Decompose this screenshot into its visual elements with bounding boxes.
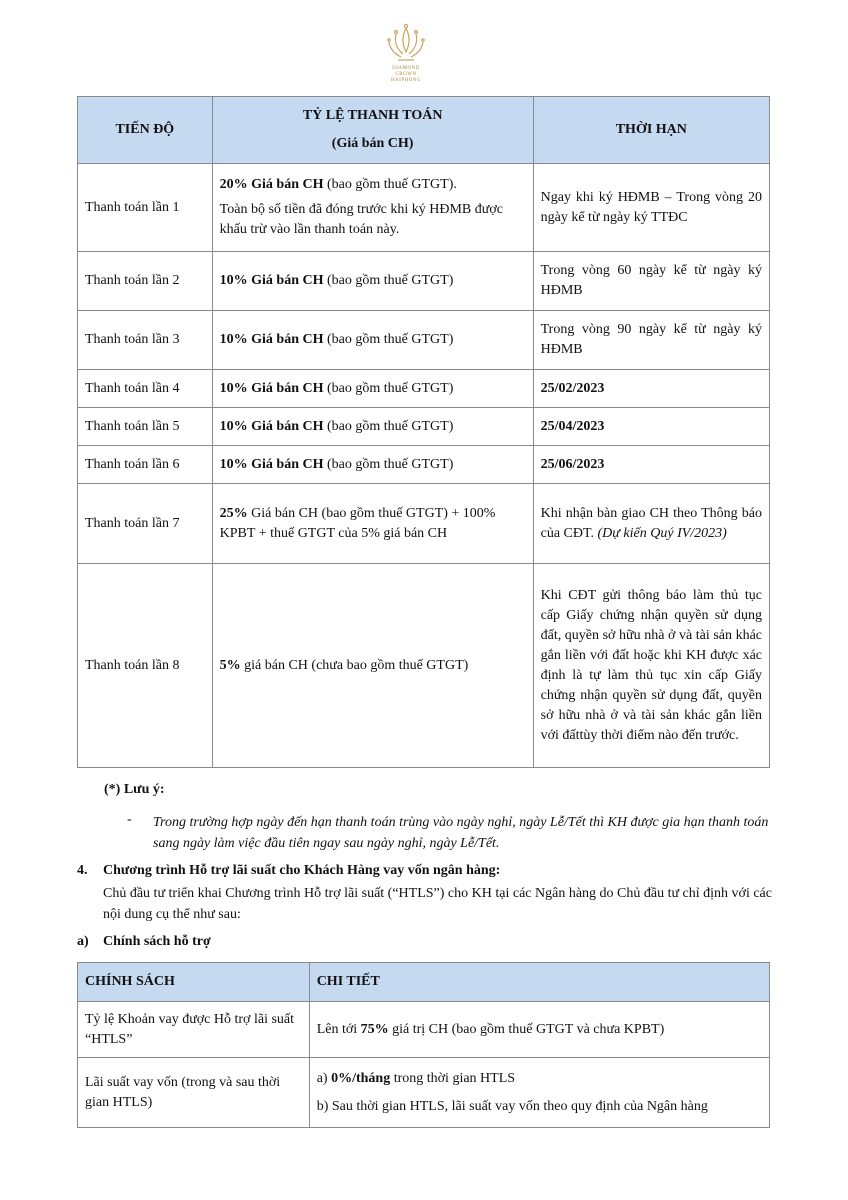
rate-cell: 10% Giá bán CH (bao gồm thuế GTGT) [212, 311, 533, 370]
rate-cell: 10% Giá bán CH (bao gồm thuế GTGT) [212, 408, 533, 446]
section-number: 4. [77, 863, 88, 878]
deadline-cell: Ngay khi ký HĐMB – Trong vòng 20 ngày kể từ ngày ký TTĐC [533, 164, 769, 252]
deadline-cell: 25/02/2023 [533, 370, 769, 408]
deadline-cell: Khi CĐT gửi thông báo làm thủ tục cấp Giấy chứng nhận quyền sử dụng đất, quyền sở hữu nhà ở và tài sản khác gắn liền với đất hoặc khi KH được xác định là tự làm thủ tục xin cấp Giấy chứng nhận quyền sử dụng đất, quyền sở hữu nhà ở và tài sản khác gắn liền với đấttùy thời điểm nào đến trước. [533, 564, 769, 768]
table-row [78, 164, 770, 252]
payment-schedule-table [77, 96, 770, 768]
deadline-cell: Trong vòng 60 ngày kể từ ngày ký HĐMB [533, 252, 769, 311]
support-policy-table [77, 962, 770, 1128]
policy-label-cell: Lãi suất vay vốn (trong và sau thời gian HTLS) [78, 1058, 310, 1128]
header-rate: TỶ LỆ THANH TOÁN (Giá bán CH) [212, 97, 533, 164]
table-row [78, 484, 770, 564]
table-row [78, 370, 770, 408]
subsection-number: a) [77, 934, 89, 949]
deadline-cell: 25/06/2023 [533, 446, 769, 484]
header-deadline: THỜI HẠN [533, 97, 769, 164]
section-body: Chủ đầu tư triển khai Chương trình Hỗ trợ lãi suất (“HTLS”) cho KH tại các Ngân hàng do Chủ đầu tư chỉ định với các nội dung cụ thể như sau: [103, 886, 772, 922]
bullet-dash: - [127, 812, 132, 827]
rate-cell: 10% Giá bán CH (bao gồm thuế GTGT) [212, 446, 533, 484]
header-detail: CHI TIẾT [309, 963, 769, 1002]
stage-cell: Thanh toán lần 6 [78, 446, 213, 484]
rate-cell: 5% giá bán CH (chưa bao gồm thuế GTGT) [212, 564, 533, 768]
table-row [78, 408, 770, 446]
subsection-title: Chính sách hỗ trợ [103, 934, 211, 949]
logo-wordmark: DIAMOND CROWN HAIPHONG [390, 66, 422, 83]
stage-cell: Thanh toán lần 3 [78, 311, 213, 370]
deadline-cell: 25/04/2023 [533, 408, 769, 446]
table-header-row [78, 963, 770, 1002]
rate-cell: 20% Giá bán CH (bao gồm thuế GTGT). Toàn bộ số tiền đã đóng trước khi ký HĐMB được khấu trừ vào lần thanh toán này. [212, 164, 533, 252]
section-title: Chương trình Hỗ trợ lãi suất cho Khách Hàng vay vốn ngân hàng: [103, 863, 501, 878]
rate-cell: 10% Giá bán CH (bao gồm thuế GTGT) [212, 370, 533, 408]
stage-cell: Thanh toán lần 2 [78, 252, 213, 311]
subsection-heading [77, 934, 211, 950]
table-row [78, 311, 770, 370]
table-row [78, 446, 770, 484]
rate-cell: 25% Giá bán CH (bao gồm thuế GTGT) + 100% KPBT + thuế GTGT của 5% giá bán CH [212, 484, 533, 564]
rate-cell: 10% Giá bán CH (bao gồm thuế GTGT) [212, 252, 533, 311]
policy-detail-cell: Lên tới 75% giá trị CH (bao gồm thuế GTGT và chưa KPBT) [309, 1002, 769, 1058]
stage-cell: Thanh toán lần 7 [78, 484, 213, 564]
note-text: Trong trường hợp ngày đến hạn thanh toán trùng vào ngày nghỉ, ngày Lễ/Tết thì KH được gia hạn thanh toán sang ngày làm việc đầu tiên ngay sau ngày nghỉ, ngày Lễ/Tết. [153, 815, 769, 851]
policy-detail-cell: a) 0%/tháng trong thời gian HTLS b) Sau thời gian HTLS, lãi suất vay vốn theo quy định của Ngân hàng [309, 1058, 769, 1128]
table-row [78, 1058, 770, 1128]
stage-cell: Thanh toán lần 5 [78, 408, 213, 446]
section-heading [77, 863, 500, 879]
stage-cell: Thanh toán lần 1 [78, 164, 213, 252]
table-row [78, 1002, 770, 1058]
table-row [78, 564, 770, 768]
deadline-cell: Trong vòng 90 ngày kể từ ngày ký HĐMB [533, 311, 769, 370]
note-title: (*) Lưu ý: [104, 782, 165, 797]
stage-cell: Thanh toán lần 4 [78, 370, 213, 408]
stage-cell: Thanh toán lần 8 [78, 564, 213, 768]
table-row [78, 252, 770, 311]
deadline-cell: Khi nhận bàn giao CH theo Thông báo của CĐT. (Dự kiến Quý IV/2023) [533, 484, 769, 564]
table-header-row [78, 97, 770, 164]
header-policy: CHÍNH SÁCH [78, 963, 310, 1002]
policy-label-cell: Tỷ lệ Khoản vay được Hỗ trợ lãi suất “HTLS” [78, 1002, 310, 1058]
header-stage: TIẾN ĐỘ [78, 97, 213, 164]
